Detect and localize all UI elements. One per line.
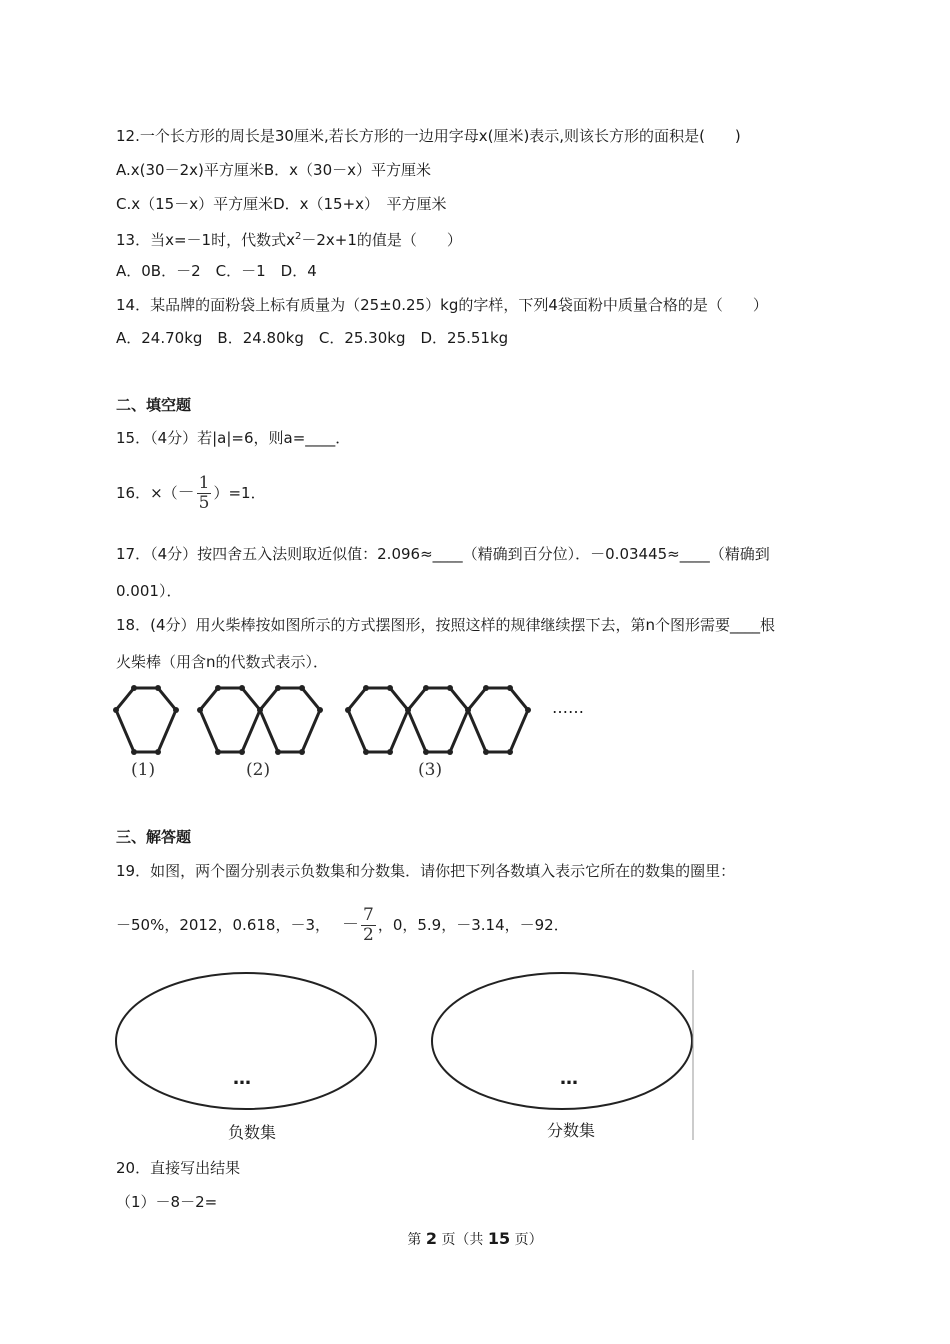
- q18-line2: 火柴棒（用含n的代数式表示）．: [116, 653, 329, 671]
- q19-stem: 19．如图，两个圈分别表示负数集和分数集．请你把下列各数填入表示它所在的数集的圈里：: [116, 862, 736, 880]
- footer-page-number: 2: [425, 1229, 437, 1248]
- q19-numerator: 7: [363, 904, 374, 925]
- q16-suffix: ）=1．: [213, 484, 266, 502]
- figure-caption-2: (2): [246, 760, 271, 780]
- q20-item1: （1）－8－2=: [116, 1193, 218, 1211]
- q14-stem: 14．某品牌的面粉袋上标有质量为（25±0.25）kg的字样，下列4袋面粉中质量合格的是（ ）: [116, 296, 768, 314]
- footer-prefix: 第: [407, 1232, 422, 1248]
- figure-caption-1: (1): [131, 760, 156, 780]
- fraction-set-label: 分数集: [547, 1121, 596, 1140]
- q13-stem: [116, 227, 462, 250]
- q19-fraction: [361, 906, 376, 945]
- q14-options: A．24.70kg B．24.80kg C．25.30kg D．25.51kg: [116, 329, 509, 347]
- footer-total-pages: 15: [487, 1229, 511, 1248]
- q16-minus: －: [177, 483, 195, 503]
- q20-stem: 20．直接写出结果: [116, 1159, 241, 1177]
- q19-numbers-b: ，0，5.9，－3.14，－92．: [377, 916, 569, 934]
- q13-exponent: 2: [294, 231, 302, 242]
- page-footer: [0, 1229, 950, 1249]
- hexagon-fig1: [116, 688, 176, 752]
- q12-stem: 12.一个长方形的周长是30厘米,若长方形的一边用字母x(厘米)表示,则该长方形的面积是( ): [116, 127, 741, 145]
- figure-ellipsis: ……: [552, 698, 584, 717]
- hexagon-fig2-a: [200, 688, 260, 752]
- q19-numbers-a: －50%，2012，0.618，－3，: [116, 916, 330, 934]
- figure-caption-3: (3): [418, 760, 443, 780]
- set-dots-left: …: [233, 1068, 251, 1089]
- q12-options-cd: C.x（15－x）平方厘米D．x（15+x） 平方厘米: [116, 195, 447, 213]
- q16-fraction: [197, 474, 212, 513]
- q15: 15．（4分）若|a|=6，则a=____．: [116, 429, 351, 447]
- footer-suffix: 页）: [514, 1232, 543, 1248]
- q16: [116, 473, 266, 513]
- q19-numbers: [116, 905, 569, 945]
- negative-set-label: 负数集: [228, 1123, 277, 1142]
- q12-options-ab: A.x(30－2x)平方厘米B．x（30－x）平方厘米: [116, 161, 431, 179]
- q13-stem-b: －2x+1的值是（ ）: [301, 231, 462, 249]
- q16-denominator: 5: [198, 492, 210, 513]
- q13-stem-a: 13．当x=－1时，代数式x: [116, 231, 295, 249]
- q19-denominator: 2: [363, 924, 374, 945]
- q13-options: A．0B．－2 C．－1 D．4: [116, 262, 317, 280]
- section3-heading: 三、解答题: [116, 828, 192, 846]
- hexagon-fig2-b: [260, 688, 320, 752]
- hexagon-fig3-a: [348, 688, 408, 752]
- hexagon-fig3-b: [408, 688, 468, 752]
- matchstick-figure: [108, 680, 608, 780]
- footer-middle: 页（共: [441, 1232, 484, 1248]
- q16-numerator: 1: [198, 472, 210, 493]
- number-sets-diagram: [110, 968, 700, 1143]
- q19-minus: －: [342, 915, 359, 935]
- section2-heading: 二、填空题: [116, 396, 192, 414]
- set-dots-right: …: [560, 1068, 578, 1089]
- hexagon-fig3-c: [468, 688, 528, 752]
- q18-line1: 18．(4分）用火柴棒按如图所示的方式摆图形，按照这样的规律继续摆下去，第n个图形需要____根: [116, 616, 775, 634]
- q17-line1: 17．（4分）按四舍五入法则取近似值：2.096≈____（精确到百分位）．－0.03445≈____（精确到: [116, 545, 770, 563]
- q17-line2: 0.001）．: [116, 582, 182, 600]
- q16-prefix: 16．×（: [116, 484, 178, 502]
